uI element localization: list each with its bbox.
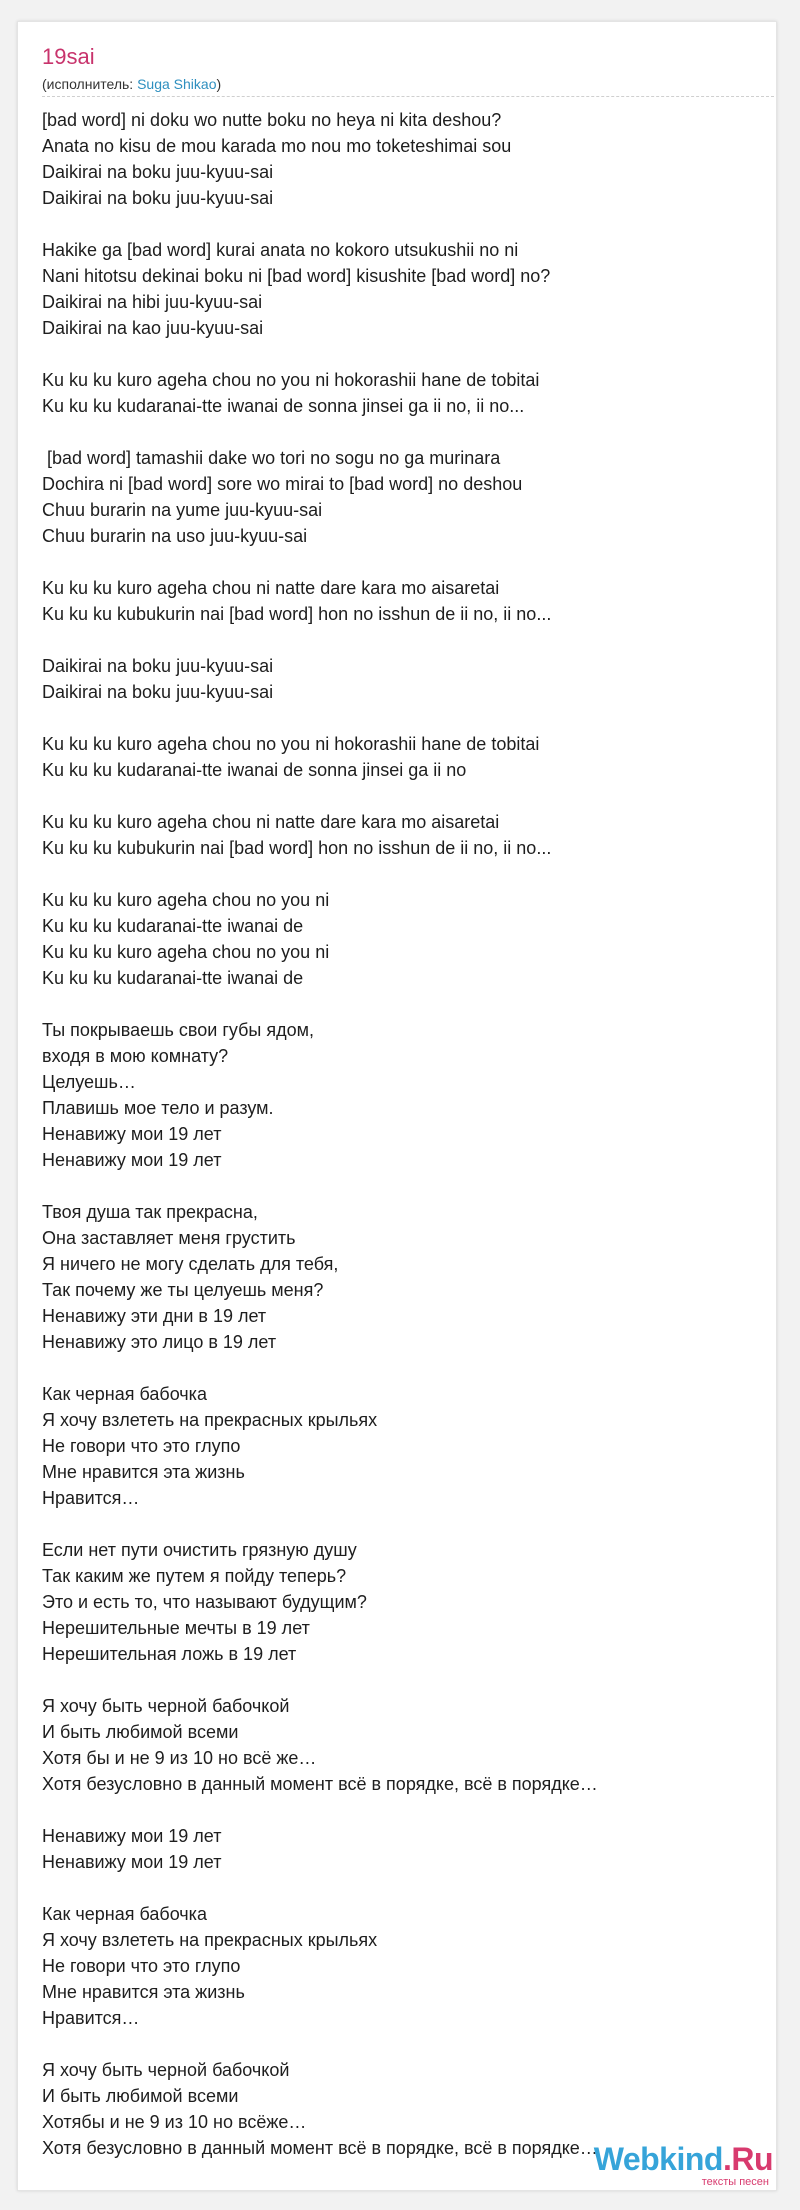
- lyrics-stanza: [42, 1901, 742, 2031]
- lyric-line: Ku ku ku kubukurin nai [bad word] hon no isshun de ii no, ii no...: [42, 604, 552, 624]
- lyric-line: Ненавижу мои 19 лет: [42, 1150, 222, 1170]
- lyric-line: Как черная бабочка: [42, 1904, 207, 1924]
- logo-wordmark: [583, 2142, 773, 2176]
- lyric-line: Нравится…: [42, 2008, 140, 2028]
- lyric-line: Ku ku ku kuro ageha chou no you ni: [42, 942, 330, 962]
- logo-tld: .Ru: [722, 2141, 773, 2177]
- lyric-line: Хотя безусловно в данный момент всё в порядке, всё в порядке…: [42, 1774, 598, 1794]
- lyric-line: Daikirai na boku juu-kyuu-sai: [42, 682, 274, 702]
- performer-suffix: ): [216, 76, 222, 92]
- lyric-line: Nani hitotsu dekinai boku ni [bad word] kisushite [bad word] no?: [42, 266, 551, 286]
- lyric-line: Ненавижу мои 19 лет: [42, 1852, 222, 1872]
- lyrics-stanza: [42, 1017, 742, 1173]
- lyric-line: Мне нравится эта жизнь: [42, 1982, 245, 2002]
- lyric-line: Хотя бы и не 9 из 10 но всё же…: [42, 1748, 317, 1768]
- lyrics-stanza: [42, 1199, 742, 1355]
- lyrics-stanza: [42, 445, 742, 549]
- lyric-line: Ku ku ku kuro ageha chou ni natte dare kara mo aisaretai: [42, 578, 500, 598]
- lyric-line: Ненавижу эти дни в 19 лет: [42, 1306, 267, 1326]
- lyrics-stanza: [42, 237, 742, 341]
- lyrics-card: [17, 21, 777, 2191]
- artist-link[interactable]: Suga Shikao: [137, 76, 217, 92]
- lyrics-stanza: [42, 809, 742, 861]
- lyric-line: Ku ku ku kudaranai-tte iwanai de sonna jinsei ga ii no, ii no...: [42, 396, 525, 416]
- lyric-line: Daikirai na boku juu-kyuu-sai: [42, 188, 274, 208]
- lyric-line: Твоя душа так прекрасна,: [42, 1202, 258, 1222]
- lyric-line: Ненавижу мои 19 лет: [42, 1124, 222, 1144]
- lyrics-stanza: [42, 107, 742, 211]
- lyric-line: Ku ku ku kuro ageha chou ni natte dare kara mo aisaretai: [42, 812, 500, 832]
- lyric-line: Не говори что это глупо: [42, 1956, 241, 1976]
- lyric-line: Как черная бабочка: [42, 1384, 207, 1404]
- lyric-line: Daikirai na boku juu-kyuu-sai: [42, 656, 274, 676]
- lyric-line: Нравится…: [42, 1488, 140, 1508]
- lyric-line: [bad word] tamashii dake wo tori no sogu no ga murinara: [42, 448, 501, 468]
- lyric-line: [bad word] ni doku wo nutte boku no heya ni kita deshou?: [42, 110, 502, 130]
- lyric-line: Daikirai na kao juu-kyuu-sai: [42, 318, 264, 338]
- performer-line: [42, 75, 221, 93]
- lyric-line: Ku ku ku kubukurin nai [bad word] hon no isshun de ii no, ii no...: [42, 838, 552, 858]
- lyric-line: Hakike ga [bad word] kurai anata no kokoro utsukushii no ni: [42, 240, 519, 260]
- lyric-line: Хотя безусловно в данный момент всё в порядке, всё в порядке…: [42, 2138, 598, 2158]
- lyric-line: Daikirai na boku juu-kyuu-sai: [42, 162, 274, 182]
- lyric-line: Ненавижу это лицо в 19 лет: [42, 1332, 277, 1352]
- site-logo[interactable]: [583, 2142, 773, 2192]
- lyric-line: Anata no kisu de mou karada mo nou mo toketeshimai sou: [42, 136, 512, 156]
- lyric-line: Я хочу взлететь на прекрасных крыльях: [42, 1410, 378, 1430]
- lyric-line: И быть любимой всеми: [42, 2086, 239, 2106]
- lyric-line: Dochira ni [bad word] sore wo mirai to [bad word] no deshou: [42, 474, 523, 494]
- lyric-line: Ku ku ku kudaranai-tte iwanai de: [42, 916, 304, 936]
- lyric-line: Если нет пути очистить грязную душу: [42, 1540, 357, 1560]
- lyric-line: Ku ku ku kudaranai-tte iwanai de sonna jinsei ga ii no: [42, 760, 467, 780]
- lyric-line: Daikirai na hibi juu-kyuu-sai: [42, 292, 263, 312]
- lyric-line: Так почему же ты целуешь меня?: [42, 1280, 324, 1300]
- lyric-line: Ненавижу мои 19 лет: [42, 1826, 222, 1846]
- lyrics-stanza: [42, 887, 742, 991]
- header-divider: [42, 96, 774, 97]
- lyric-line: И быть любимой всеми: [42, 1722, 239, 1742]
- lyrics-stanza: [42, 575, 742, 627]
- lyric-line: Chuu burarin na yume juu-kyuu-sai: [42, 500, 323, 520]
- lyric-line: Мне нравится эта жизнь: [42, 1462, 245, 1482]
- lyric-line: Ku ku ku kuro ageha chou no you ni hokorashii hane de tobitai: [42, 734, 540, 754]
- performer-prefix: (исполнитель:: [42, 76, 138, 92]
- lyrics-stanza: [42, 1381, 742, 1511]
- lyric-line: Я хочу взлететь на прекрасных крыльях: [42, 1930, 378, 1950]
- lyric-line: Я хочу быть черной бабочкой: [42, 2060, 290, 2080]
- lyric-line: Ku ku ku kuro ageha chou no you ni: [42, 890, 330, 910]
- lyrics-stanza: [42, 1537, 742, 1667]
- lyrics-stanza: [42, 1823, 742, 1875]
- logo-brand: Webkind: [593, 2141, 723, 2177]
- lyrics-stanza: [42, 653, 742, 705]
- lyric-line: Ku ku ku kudaranai-tte iwanai de: [42, 968, 304, 988]
- lyric-line: Не говори что это глупо: [42, 1436, 241, 1456]
- lyric-line: Ты покрываешь свои губы ядом,: [42, 1020, 315, 1040]
- lyric-line: Она заставляет меня грустить: [42, 1228, 296, 1248]
- logo-tagline: тексты песен: [701, 2176, 769, 2188]
- lyric-line: Я хочу быть черной бабочкой: [42, 1696, 290, 1716]
- lyric-line: Я ничего не могу сделать для тебя,: [42, 1254, 339, 1274]
- lyrics-stanza: [42, 1693, 742, 1797]
- lyric-line: Ku ku ku kuro ageha chou no you ni hokorashii hane de tobitai: [42, 370, 540, 390]
- lyric-line: Целуешь…: [42, 1072, 136, 1092]
- lyric-line: Хотябы и не 9 из 10 но всёже…: [42, 2112, 307, 2132]
- lyric-line: Нерешительные мечты в 19 лет: [42, 1618, 310, 1638]
- lyrics-stanza: [42, 367, 742, 419]
- lyric-line: Chuu burarin na uso juu-kyuu-sai: [42, 526, 308, 546]
- lyric-line: Так каким же путем я пойду теперь?: [42, 1566, 347, 1586]
- lyric-line: Плавишь мое тело и разум.: [42, 1098, 274, 1118]
- lyric-line: Это и есть то, что называют будущим?: [42, 1592, 367, 1612]
- song-title: 19sai: [42, 44, 95, 69]
- lyric-line: входя в мою комнату?: [42, 1046, 229, 1066]
- lyric-line: Нерешительная ложь в 19 лет: [42, 1644, 297, 1664]
- lyrics-stanza: [42, 731, 742, 783]
- lyrics-body: [42, 107, 742, 2187]
